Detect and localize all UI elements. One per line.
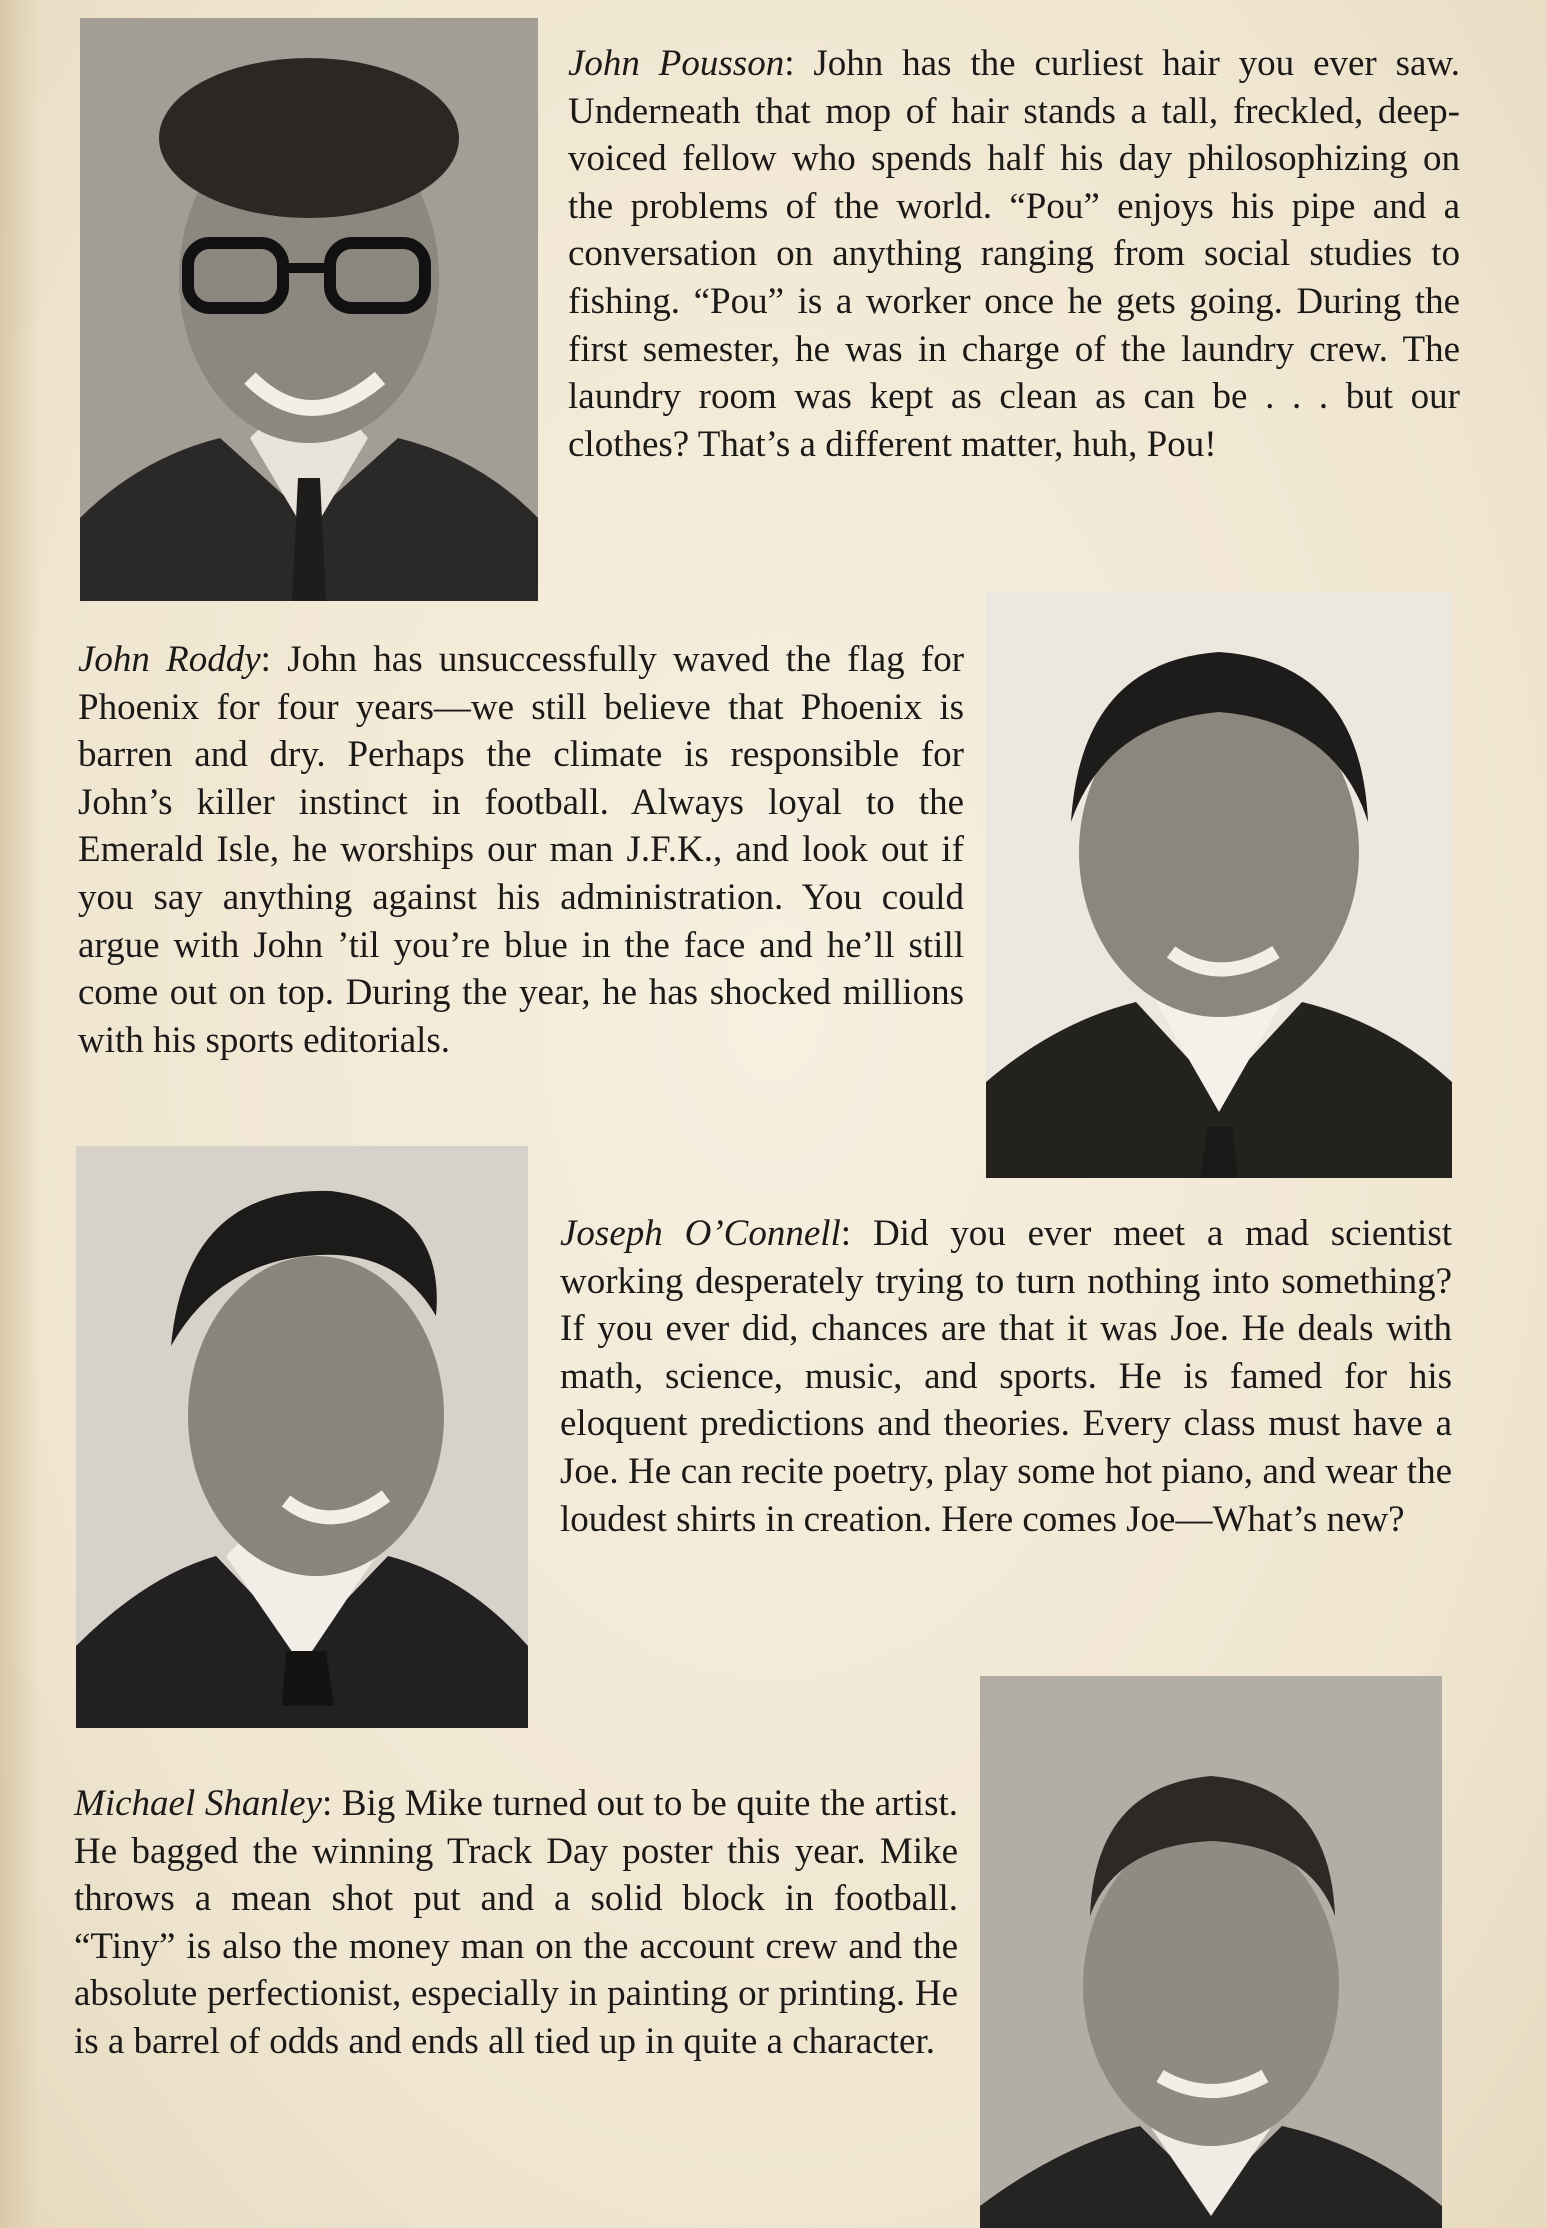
bio-text: Did you ever meet a mad scientist working desperately trying to turn nothing into something? If you ever did, chances are that it was Joe. He deals with math, science, music, and sports. He is famed for his eloquent predictions and theories. Every class must have a Joe. He can recite poetry, play some hot piano, and wear the loudest shirts in creation. Here comes Joe—What’s new? [560,1213,1452,1540]
bio-john-pousson: John Pousson: John has the curliest hair you ever saw. Underneath that mop of hair stands a tall, freckled, deep-voiced fellow who spends half his day philosophizing on the problems of the world. “Pou” enjoys his pipe and a conversation on anything ranging from social studies to fishing. “Pou” is a worker once he gets going. During the first semester, he was in charge of the laundry crew. The laundry room was kept as clean as can be . . . but our clothes? That’s a different matter, huh, Pou! [568,43,1461,465]
page-spine-shadow [0,0,40,2228]
portrait-figure [986,592,1452,1178]
portrait-photo-michael-shanley [980,1676,1442,2228]
bio-text: Big Mike turned out to be quite the artist. He bagged the winning Track Day poster this year. Mike throws a mean shot put and a solid block in football. “Tiny” is also the money man on the account crew and the absolute perfectionist, especially in painting or printing. He is a barrel of odds and ends all tied up in quite a character. [74,1783,959,2062]
bio-john-roddy: John Roddy: John has unsuccessfully waved the flag for Phoenix for four years—we still believe that Phoenix is barren and dry. Perhaps the climate is responsible for John’s killer instinct in football. Always loyal to the Emerald Isle, he worships our man J.F.K., and look out if you say anything against his administration. You could argue with John ’til you’re blue in the face and he’ll still come out on top. During the year, he has shocked millions with his sports editorials. [78,639,965,1061]
bio-text: John has unsuccessfully waved the flag for Phoenix for four years—we still believe that Phoenix is barren and dry. Perhaps the climate is responsible for John’s killer instinct in football. Always loyal to the Emerald Isle, he worships our man J.F.K., and look out if you say anything against his administration. You could argue with John ’til you’re blue in the face and he’ll still come out on top. During the year, he has shocked millions with his sports editorials. [78,639,965,1061]
portrait-figure [76,1146,528,1728]
portrait-figure [80,18,538,601]
bio-michael-shanley: Michael Shanley: Big Mike turned out to be quite the artist. He bagged the winning Track Day poster this year. Mike throws a mean shot put and a solid block in football. “Tiny” is also the money man on the account crew and the absolute perfectionist, especially in painting or printing. He is a barrel of odds and ends all tied up in quite a character. [74,1783,959,2062]
portrait-photo-john-roddy [986,592,1452,1178]
bio-name: John Roddy [78,639,261,680]
bio-name: Joseph O’Connell [560,1213,841,1254]
bio-joseph-oconnell: Joseph O’Connell: Did you ever meet a mad scientist working desperately trying to turn nothing into something? If you ever did, chances are that it was Joe. He deals with math, science, music, and sports. He is famed for his eloquent predictions and theories. Every class must have a Joe. He can recite poetry, play some hot piano, and wear the loudest shirts in creation. Here comes Joe—What’s new? [560,1213,1452,1540]
portrait-figure [980,1676,1442,2228]
portrait-photo-john-pousson [80,18,538,601]
bio-name: Michael Shanley [74,1783,322,1824]
bio-text: John has the curliest hair you ever saw. Underneath that mop of hair stands a tall, freckled, deep-voiced fellow who spends half his day philosophizing on the problems of the world. “Pou” enjoys his pipe and a conversation on anything ranging from social studies to fishing. “Pou” is a worker once he gets going. During the first semester, he was in charge of the laundry crew. The laundry room was kept as clean as can be . . . but our clothes? That’s a different matter, huh, Pou! [568,43,1461,465]
bio-name: John Pousson [568,43,785,84]
portrait-photo-joseph-oconnell [76,1146,528,1728]
